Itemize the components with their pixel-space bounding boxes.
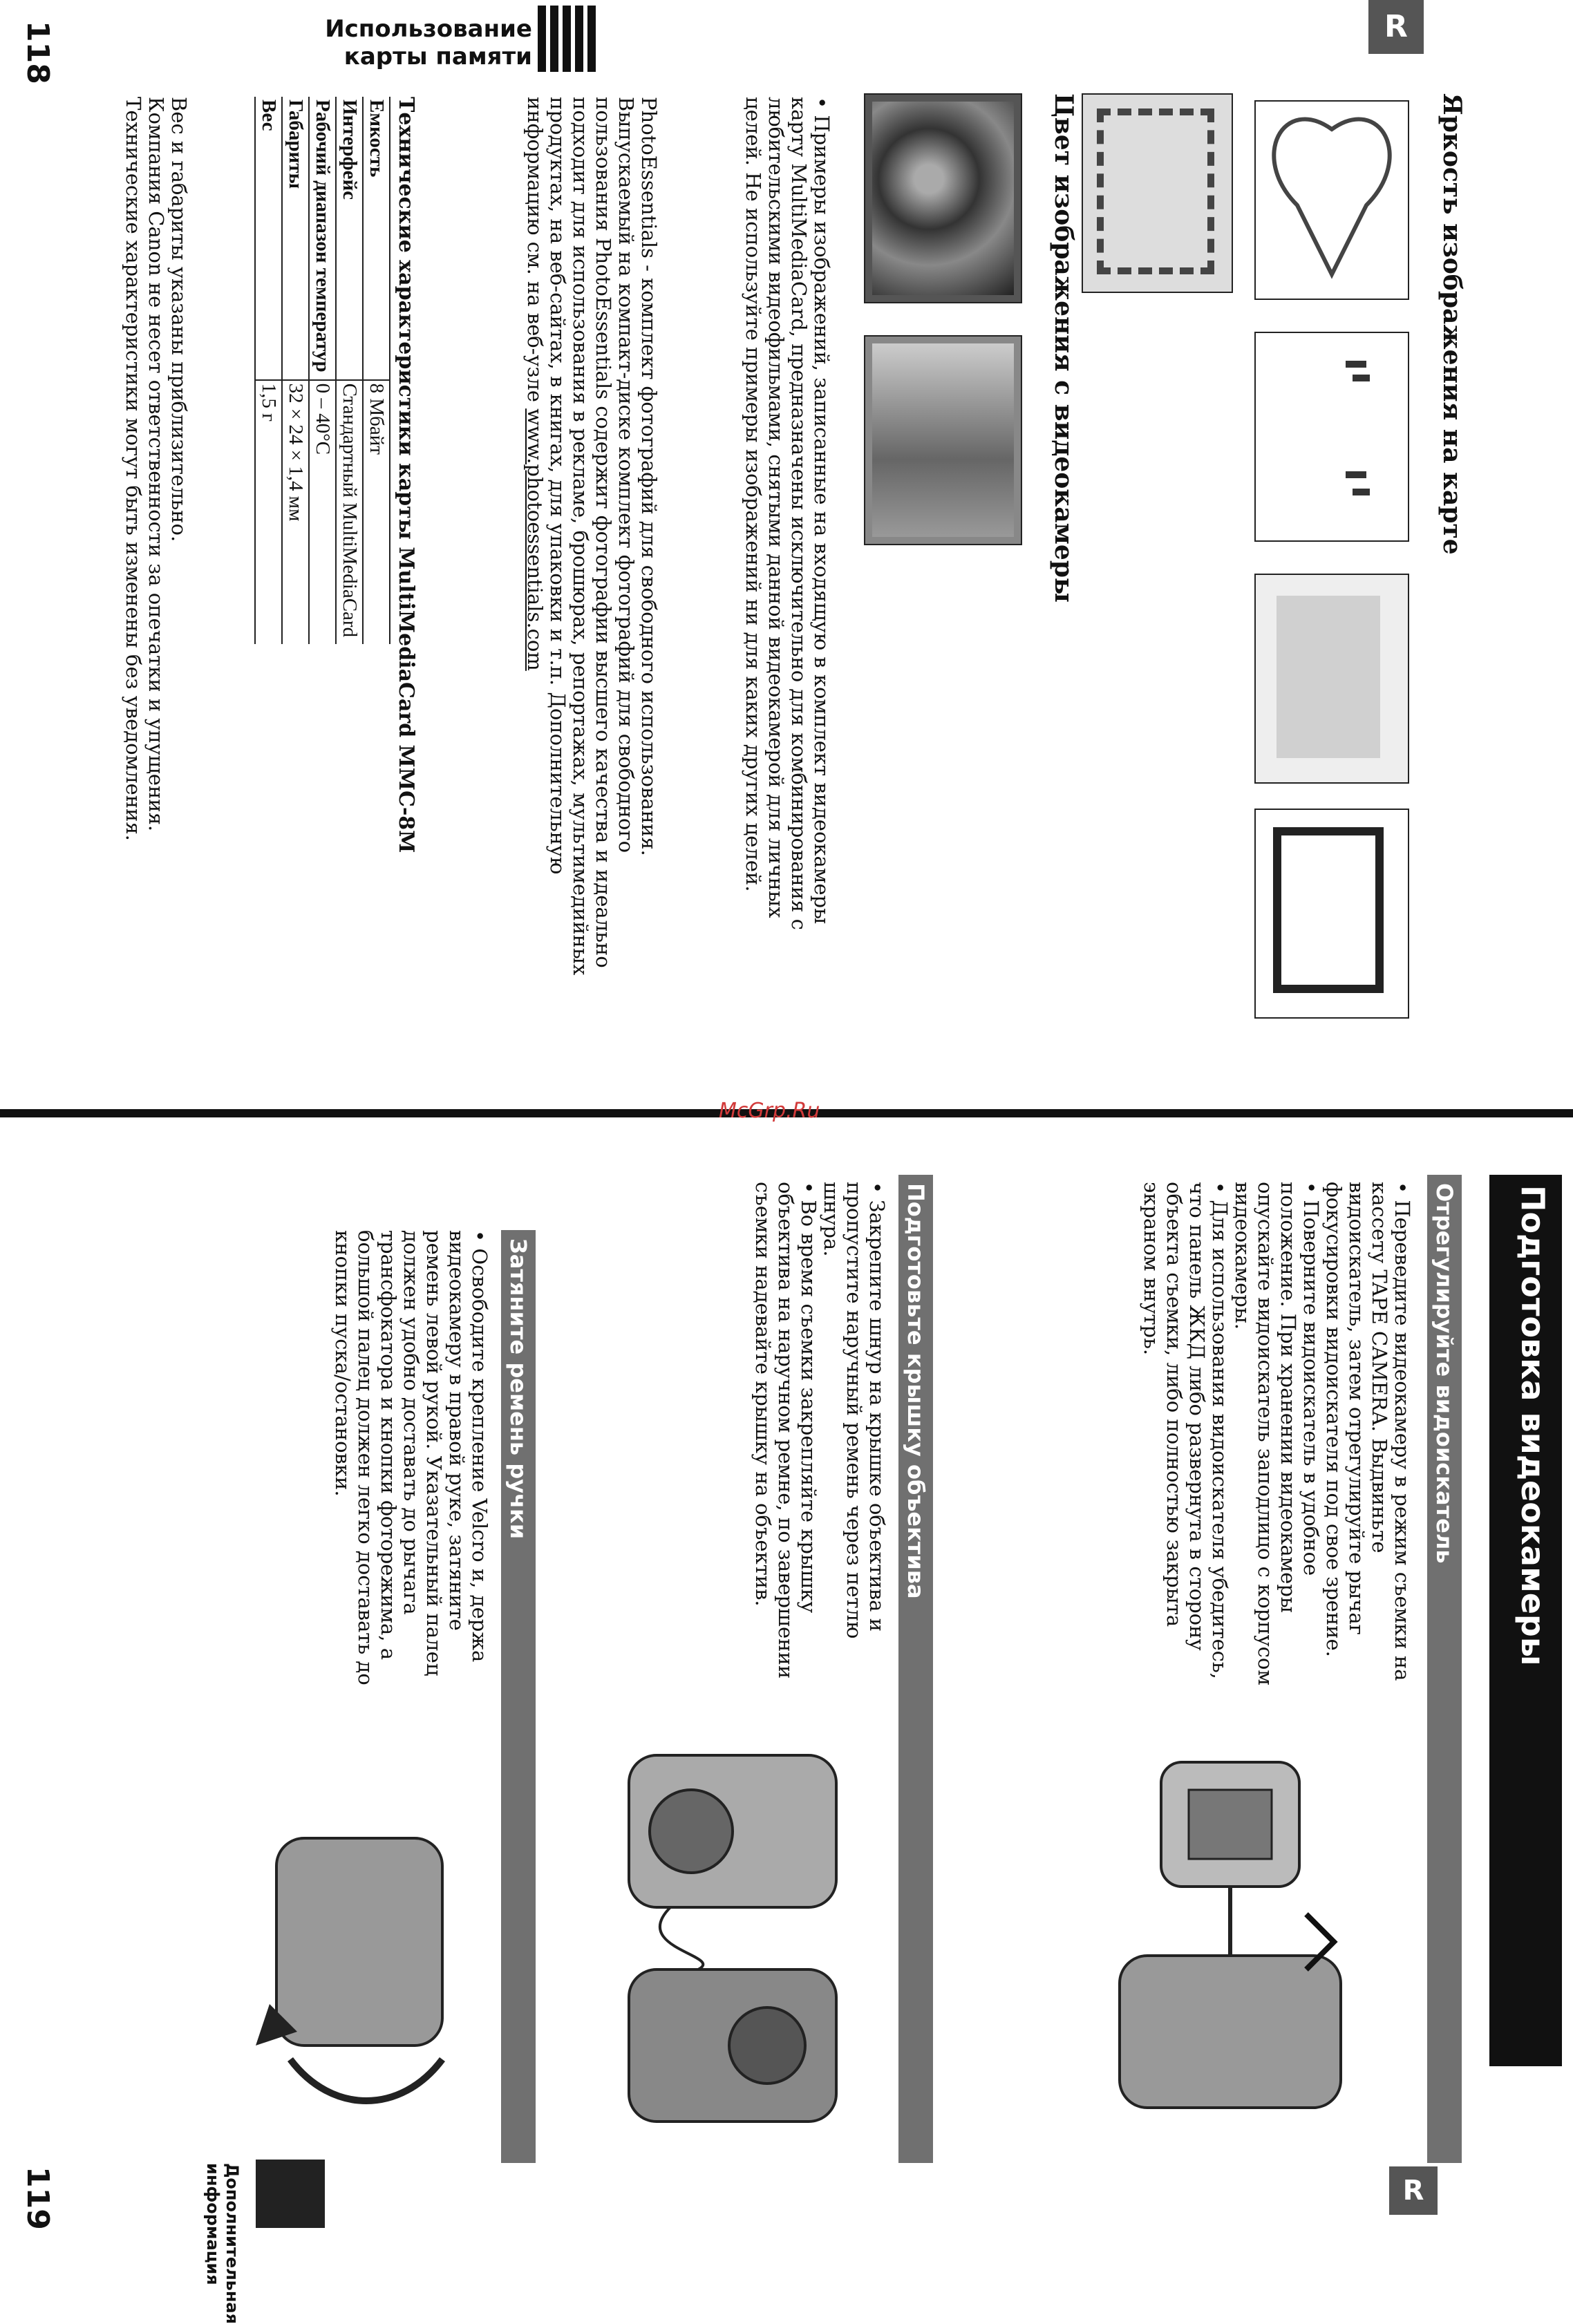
left-header-line2: карты памяти — [343, 43, 532, 70]
section-grip-belt-body — [331, 1230, 491, 1700]
thumb-stamp-frame — [1082, 93, 1233, 293]
section-title: Подготовьте крышку объектива — [903, 1183, 929, 1599]
spec-label: Рабочий диапазон температур — [309, 97, 336, 380]
section-title: Затяните ремень ручки — [505, 1238, 531, 1540]
specs-table — [254, 97, 390, 644]
spec-label: Интерфейс — [336, 97, 363, 380]
thumb-blank-frame — [1254, 574, 1409, 784]
section-bar-grip-belt — [501, 1230, 536, 2163]
list-item: • Для использования видоискателя убедитесь, что панель ЖКД либо развернута в сторону объекта съемки, либо полностью закрыта экраном внутрь. — [1140, 1182, 1231, 1707]
photoessentials-paragraph — [523, 97, 660, 981]
photoessentials-text: PhotoEssentials - комплект фотографий для свободного использования. Выпускаемый на компакт-диске комплект фотографий для свободного пользования PhotoEssentials содержит фотографии высшего качества и идеально подходит для использования в рекламе, брошюрах, репортажах, мультимедийных продуктах, на веб-сайтах, в книгах, для упаковки и т.п. Дополнительную информацию см. на веб-узле — [523, 97, 661, 976]
illustration-lens-cap — [587, 1728, 878, 2142]
illustration-grip-belt — [249, 1797, 470, 2156]
table-row — [363, 97, 390, 644]
left-header-line1: Использование — [325, 15, 532, 43]
table-row — [309, 97, 336, 644]
section-bar-viewfinder — [1427, 1175, 1462, 2163]
section-title: Отрегулируйте видоискатель — [1431, 1183, 1458, 1564]
footer-tab-line2: информация — [203, 2163, 223, 2285]
footer-tab-block — [256, 2160, 325, 2228]
photo-sky — [864, 335, 1022, 545]
header-stripes — [538, 6, 607, 72]
list-item: • Освободите крепление Velcro и, держа видеокамеру в правой руке, затяните ремень левой рукой. Указательный палец должен удобно доставать до рычага трансфокатора и кнопки фоторежима, а большой палец должен легко доставать до кнопки пуска/остановки. — [331, 1230, 491, 1700]
footer-line: Технические характеристики могут быть изменены без уведомления. — [122, 97, 145, 841]
lang-badge-right: R — [1389, 2166, 1438, 2215]
spec-value: 8 Мбайт — [363, 380, 390, 644]
lang-badge-left: R — [1368, 0, 1424, 54]
spec-label: Вес — [255, 97, 282, 380]
footer-notes — [122, 97, 190, 995]
spec-value: 32 × 24 × 1,4 мм — [282, 380, 309, 644]
main-title: Подготовка видеокамеры — [1514, 1185, 1552, 1666]
footer-line: Компания Canon не несет ответственности за опечатки и упущения. — [144, 97, 168, 832]
thumb-figures — [1254, 332, 1409, 542]
table-row — [336, 97, 363, 644]
sample-images-note — [742, 97, 833, 967]
color-title: Цвет изображения с видеокамеры — [1049, 93, 1078, 603]
spec-value: 1,5 г — [255, 380, 282, 644]
watermark: McGrp.Ru — [719, 1099, 820, 1123]
table-row — [282, 97, 309, 644]
list-item: • Закрепите шнур на крышке объектива и пропустите наручный ремень через петлю шнура. — [820, 1182, 888, 1707]
photoessentials-link[interactable]: www.photoessentials.com — [523, 408, 547, 671]
thumb-branch-frame — [1254, 809, 1409, 1019]
list-item: • Во время съемки закрепляйте крышку объектива на наручном ремне, по завершении съемки надевайте крышку на объектив. — [751, 1182, 820, 1707]
illustration-viewfinder — [1078, 1748, 1382, 2122]
left-header — [325, 15, 532, 70]
specs-table-wrap — [254, 97, 390, 644]
section-bar-lens-cap — [898, 1175, 933, 2163]
photo-flowers — [864, 93, 1022, 303]
section-viewfinder-body — [1140, 1182, 1413, 1707]
spec-label: Емкость — [363, 97, 390, 380]
spec-value: Стандартный MultiMediaCard — [336, 380, 363, 644]
page-number-right: 119 — [20, 2166, 55, 2230]
page-number-left: 118 — [20, 21, 55, 84]
section-lens-cap-body — [751, 1182, 888, 1707]
list-item: • Переведите видеокамеру в режим съемки на кассету TAPE CAMERA. Выдвиньте видоискатель, затем отрегулируйте рычаг фокусировки видоискателя под свое зрение. — [1322, 1182, 1413, 1707]
thumb-heart-frame — [1254, 100, 1409, 300]
main-title-bar — [1489, 1175, 1562, 2066]
table-row — [255, 97, 282, 644]
list-item: • Поверните видоискатель в удобное положение. При хранении видеокамеры опускайте видоискатель заподлицо с корпусом видеокамеры. — [1231, 1182, 1322, 1707]
note-text: • Примеры изображений, записанные на входящую в комплект видеокамеры карту MultiMediaCard, предназначены исключительно для комбинирования с любительскими видеофильмами, снятыми данной видеокамерой для личных целей. Не используйте примеры изображений ни для каких других целей. — [742, 97, 833, 930]
spec-value: 0 – 40°C — [309, 380, 336, 644]
brightness-title: Яркость изображения на карте — [1438, 93, 1467, 555]
footer-tab-line1: Дополнительная — [223, 2163, 242, 2324]
spec-label: Габариты — [282, 97, 309, 380]
footer-line: Вес и габариты указаны приблизительно. — [167, 97, 191, 542]
specs-title: Технические характеристики карты MultiMediaCard MMC-8M — [394, 97, 418, 853]
